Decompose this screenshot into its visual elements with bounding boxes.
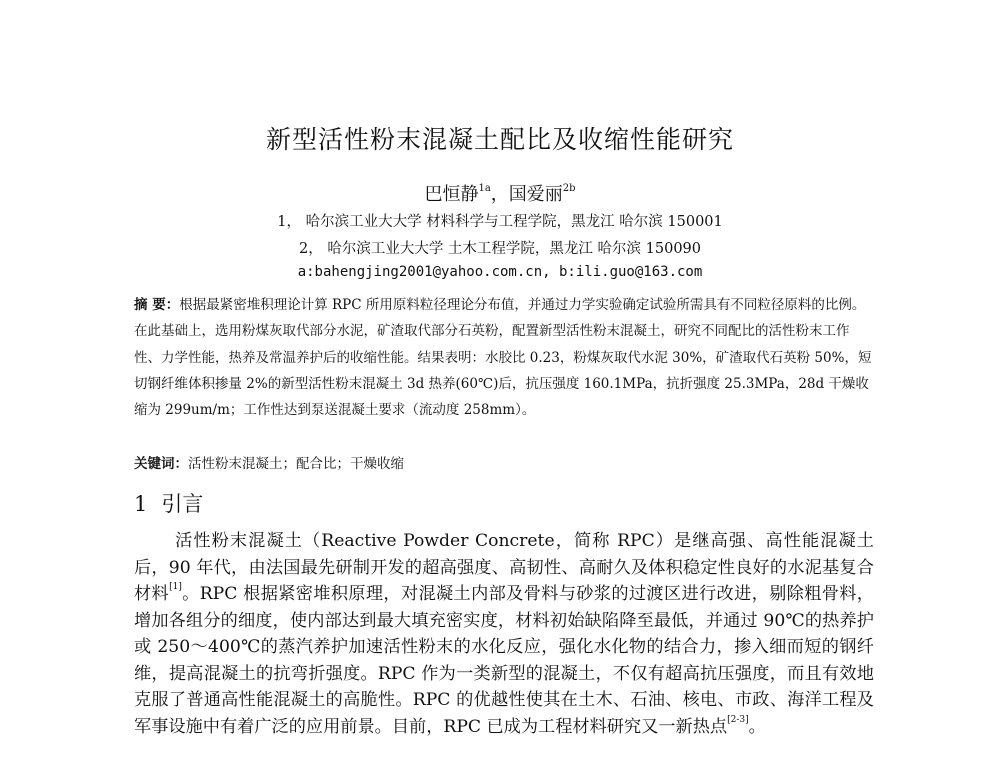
- abstract: [134, 292, 874, 423]
- keywords: [134, 452, 874, 472]
- body-text: 。RPC 根据紧密堆积原理，对混凝土内部及骨料与砂浆的过渡区进行改进，剔除粗骨料，增加各组分的细度，使内部达到最大填充密实度，材料初始缺陷降至最低，并通过 90℃的热养护或 250～400℃的蒸汽养护加速活性粉末的水化反应，强化水化物的结合力，掺入细而短的钢纤维，提高混凝土的抗弯折强度。RPC 作为一类新型的混凝土，不仅有超高抗压强度，而且有效地克服了普通高性能混凝土的高脆性。RPC 的优越性使其在土木、石油、核电、市政、海洋工程及军事设施中有着广泛的应用前景。目前，RPC 已成为工程材料研究又一新热点: [134, 584, 874, 737]
- author-separator: ，: [490, 184, 509, 205]
- paper-title: 新型活性粉末混凝土配比及收缩性能研究: [265, 125, 734, 154]
- section-title: 引言: [161, 492, 204, 516]
- body-paragraph: [134, 528, 874, 740]
- affiliation-1: 1， 哈尔滨工业大大学 材料科学与工程学院，黑龙江 哈尔滨 150001: [277, 214, 723, 230]
- keywords-text: 活性粉末混凝土；配合比；干燥收缩: [188, 456, 404, 472]
- section-number: 1: [134, 492, 148, 516]
- section-heading: [134, 488, 203, 518]
- author-emails: a:bahengjing2001@yahoo.com.cn, b:ili.guo@163.com: [297, 264, 703, 280]
- citation-ref[interactable]: [1]: [169, 582, 182, 593]
- abstract-label: 摘 要：: [134, 297, 180, 313]
- affiliation-mark: 2b: [562, 183, 576, 194]
- author-line: [0, 180, 1000, 206]
- citation-ref[interactable]: [2-3]: [727, 714, 749, 725]
- affiliation-2: 2， 哈尔滨工业大大学 土木工程学院，黑龙江 哈尔滨 150090: [298, 241, 701, 257]
- author-name: 国爱丽: [508, 184, 563, 205]
- author-name: 巴恒静: [424, 184, 479, 205]
- affiliation-mark: 1a: [478, 183, 491, 194]
- keywords-label: 关键词：: [134, 456, 188, 472]
- abstract-text: 根据最紧密堆积理论计算 RPC 所用原料粒径理论分布值，并通过力学实验确定试验所需具有不同粒径原料的比例。在此基础上，选用粉煤灰取代部分水泥，矿渣取代部分石英粉，配置新型活性粉末混凝土，研究不同配比的活性粉末工作性、力学性能，热养及常温养护后的收缩性能。结果表明：水胶比 0.23，粉煤灰取代水泥 30%，矿渣取代石英粉 50%，短切钢纤维体积掺量 2%的新型活性粉末混凝土 3d 热养(60℃)后，抗压强度 160.1MPa，抗折强度 25.3MPa，28d 干燥收缩为 299um/m；工作性达到泵送混凝土要求（流动度 258mm）。: [134, 297, 872, 419]
- body-text: 活性粉末混凝土（Reactive Powder Concrete，简称 RPC）是继高强、高性能混凝土后，90 年代，由法国最先研制开发的超高强度、高韧性、高耐久及体积稳定性良好的水泥基复合材料: [134, 531, 874, 604]
- body-text: 。: [748, 716, 766, 737]
